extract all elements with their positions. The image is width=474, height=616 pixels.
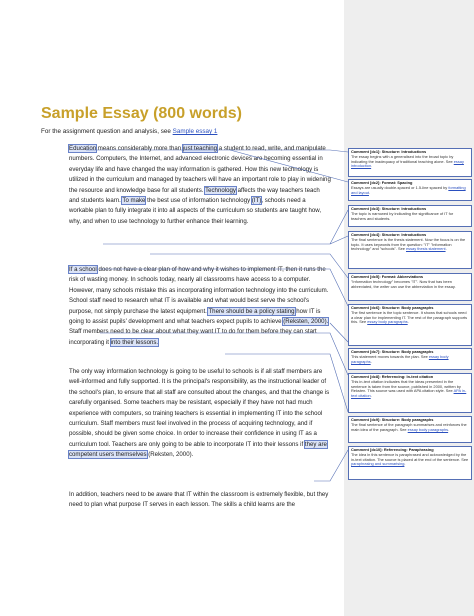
paragraph-text: The only way information technology is going to be useful to schools is if all staff members are well-informed and fully supported. It is the principal's responsibility, as the instructional leader of the school's plan, to ensure that all staff are consulted about the changes, and that the change is carefully organised. Some teachers may be resistant, especially if they have not had much experience with computers, so training teachers is essential in implementing IT into the school curriculum. Staff members must feel involved in the process of acquiring technology, and if possible, should be given some choice. In order to increase their confidence in using IT as a curriculum tool. Teachers are only going to be able to incorporate IT into their lessons if <box>69 368 330 448</box>
comment-link[interactable]: essay introduction <box>351 158 464 169</box>
comment-link[interactable]: formatting and layout <box>351 184 466 195</box>
comment-body: The essay begins with a generalised into the broad topic by indicating the inadequacy of traditional teaching alone. See <box>351 153 454 164</box>
comment-title: Comment [dc5]: Format: Abbreviations <box>351 274 424 279</box>
comment-title: Comment [dc1]: Structure: Introductions <box>351 149 427 154</box>
highlight-if-a-school[interactable]: If a school <box>69 266 97 273</box>
comment-title: Comment [dc9]: Structure: Body paragraphs <box>351 417 434 422</box>
paragraph-text: a student to read, write, and manipulate numbers. Computers, the Internet, and advanced electronic devices are becoming essential in everyday life and have changed the way information is gathered. How this new technology is utilized in the curriculum and managed by teachers will have an important role to play in widening the resource and knowledge base for all students. <box>69 145 331 194</box>
comment-dc4[interactable] <box>348 231 472 269</box>
comment-dc10[interactable] <box>348 446 472 480</box>
comment-body: This in-text citation indicates that the ideas presented in the sentence is taken from the source, published in 2000, written by Reksten. This source was used with APA citation style. See <box>351 378 461 394</box>
paragraph-text: how IT is going to assist pupils' development and what teachers expect pupils to achieve <box>69 307 321 326</box>
comment-body: This statement moves towards the plan. See <box>351 353 429 359</box>
comment-body: The final sentence of the paragraph summarises and reinforces the main idea of the paragraph. See <box>351 421 467 432</box>
comment-title: Comment [dc7]: Structure: Body paragraphs <box>351 349 434 354</box>
comment-title: Comment [dc8]: Referencing: In-text citation <box>351 374 434 379</box>
comment-link[interactable]: essay body paragraphs <box>367 319 408 325</box>
paragraph-text: affects the way teachers teach and students learn. <box>69 186 320 205</box>
comment-dc7[interactable] <box>348 348 472 370</box>
comment-dc2[interactable] <box>348 179 472 201</box>
comment-dc8[interactable] <box>348 373 472 413</box>
comment-title: Comment [dc3]: Structure: Introductions <box>351 206 427 211</box>
highlight-to-make[interactable]: To make <box>122 197 146 205</box>
comment-link[interactable]: paraphrasing and summarising <box>351 461 405 467</box>
intro-line <box>41 128 217 135</box>
comment-dc3[interactable] <box>348 205 472 227</box>
sample-essay-link[interactable]: Sample essay 1 <box>172 128 218 135</box>
paragraph-text: In addition, teachers need to be aware that IT within the classroom is extremely flexible, but they need to plan what purpose IT serves in each lesson. The skills a child learns are the <box>69 491 329 509</box>
paragraph-3 <box>69 367 331 461</box>
intro-text: For the assignment question and analysis, see <box>41 128 173 135</box>
comment-body: "Information technology" becomes "IT". Now that has been abbreviated, the writer can use the abbreviation in the essay. <box>351 278 456 289</box>
comment-title: Comment [dc6]: Structure: Body paragraphs <box>351 305 434 310</box>
comment-link[interactable]: essay body paragraphs <box>351 353 449 364</box>
comment-dc9[interactable] <box>348 416 472 443</box>
paragraph-1 <box>69 144 331 227</box>
comment-title: Comment [dc2]: Format: Spacing <box>351 180 413 185</box>
comment-body: The idea in this sentence is paraphrased and acknowledged by the in-text citation. The source is placed at the end of the sentence. See <box>351 451 469 462</box>
comment-body: The final sentence is the thesis statement. Now the focus is on the topic. It uses keywords from the question: "IT" "information technology" and "schools". See <box>351 236 466 252</box>
essay-title: Sample Essay (800 words) <box>41 105 242 122</box>
comment-tail: . <box>407 319 409 325</box>
highlight-into-their-lessons[interactable]: into their lessons. <box>110 338 159 346</box>
highlight-competent-users[interactable]: they are competent users themselves <box>69 440 327 459</box>
comment-tail: . <box>404 461 406 467</box>
highlight-it[interactable]: (IT) <box>251 197 262 205</box>
comment-tail: . <box>448 426 450 432</box>
comment-title: Comment [dc10]: Referencing: Paraphrasing <box>351 447 434 452</box>
comment-body: The first sentence is the topic sentence. It shows that schools need a clear plan for implementing IT. The rest of the paragraph supports this. See <box>351 309 468 325</box>
comment-tail: . <box>370 393 372 399</box>
comment-dc1[interactable] <box>348 148 472 177</box>
highlight-just-teaching[interactable]: just teaching <box>182 145 218 152</box>
comment-title: Comment [dc4]: Structure: Introductions <box>351 232 427 237</box>
comment-body: The topic is narrowed by indicating the significance of IT for teachers and students. <box>351 210 454 221</box>
comment-link[interactable]: essay thesis statement <box>405 246 446 252</box>
paragraph-text: the best use of information technology <box>145 197 252 205</box>
paragraph-text: (Reksten, 2000). <box>146 451 194 459</box>
comment-tail: . <box>445 246 447 252</box>
comment-tail: . <box>368 189 371 195</box>
highlight-technology[interactable]: Technology <box>205 186 236 194</box>
comment-dc6[interactable] <box>348 304 472 346</box>
paragraph-text: Staff members need to be clear about what they want IT to do for them before they can start incorporating it <box>69 328 317 346</box>
comment-dc5[interactable] <box>348 273 472 301</box>
comment-link[interactable]: essay body paragraphs <box>407 426 449 432</box>
highlight-education[interactable]: Education <box>69 145 97 152</box>
comment-link[interactable]: APA in-text citation <box>351 388 467 399</box>
highlight-citation-reksten[interactable]: (Reksten, 2000). <box>283 318 329 326</box>
paragraph-4 <box>69 490 331 511</box>
paragraph-text: , schools need a workable plan to fully integrate it into all aspects of the curriculum so students are taught how, why, and when to use technology to further enhance their learning. <box>69 197 322 225</box>
paragraph-text: does not have a clear plan of how and why it wishes to implement IT, then it runs the risk of wasting money. In schools today, nearly all classrooms have access to a computer. However, many schools mistake this as incorporating information technology into the curriculum. School staff need to research what IT is available and what would best serve the school's purpose, not simply purchase the latest equipment. <box>69 266 329 315</box>
paragraph-2 <box>69 265 331 348</box>
comment-tail: . <box>370 358 372 364</box>
paragraph-text: means considerably more than <box>96 145 183 152</box>
comment-tail: . <box>371 163 373 169</box>
comment-body: Essays are usually double-spaced or 1.5-line spaced by <box>351 184 449 190</box>
highlight-policy[interactable]: There should be a policy stating <box>208 307 295 315</box>
